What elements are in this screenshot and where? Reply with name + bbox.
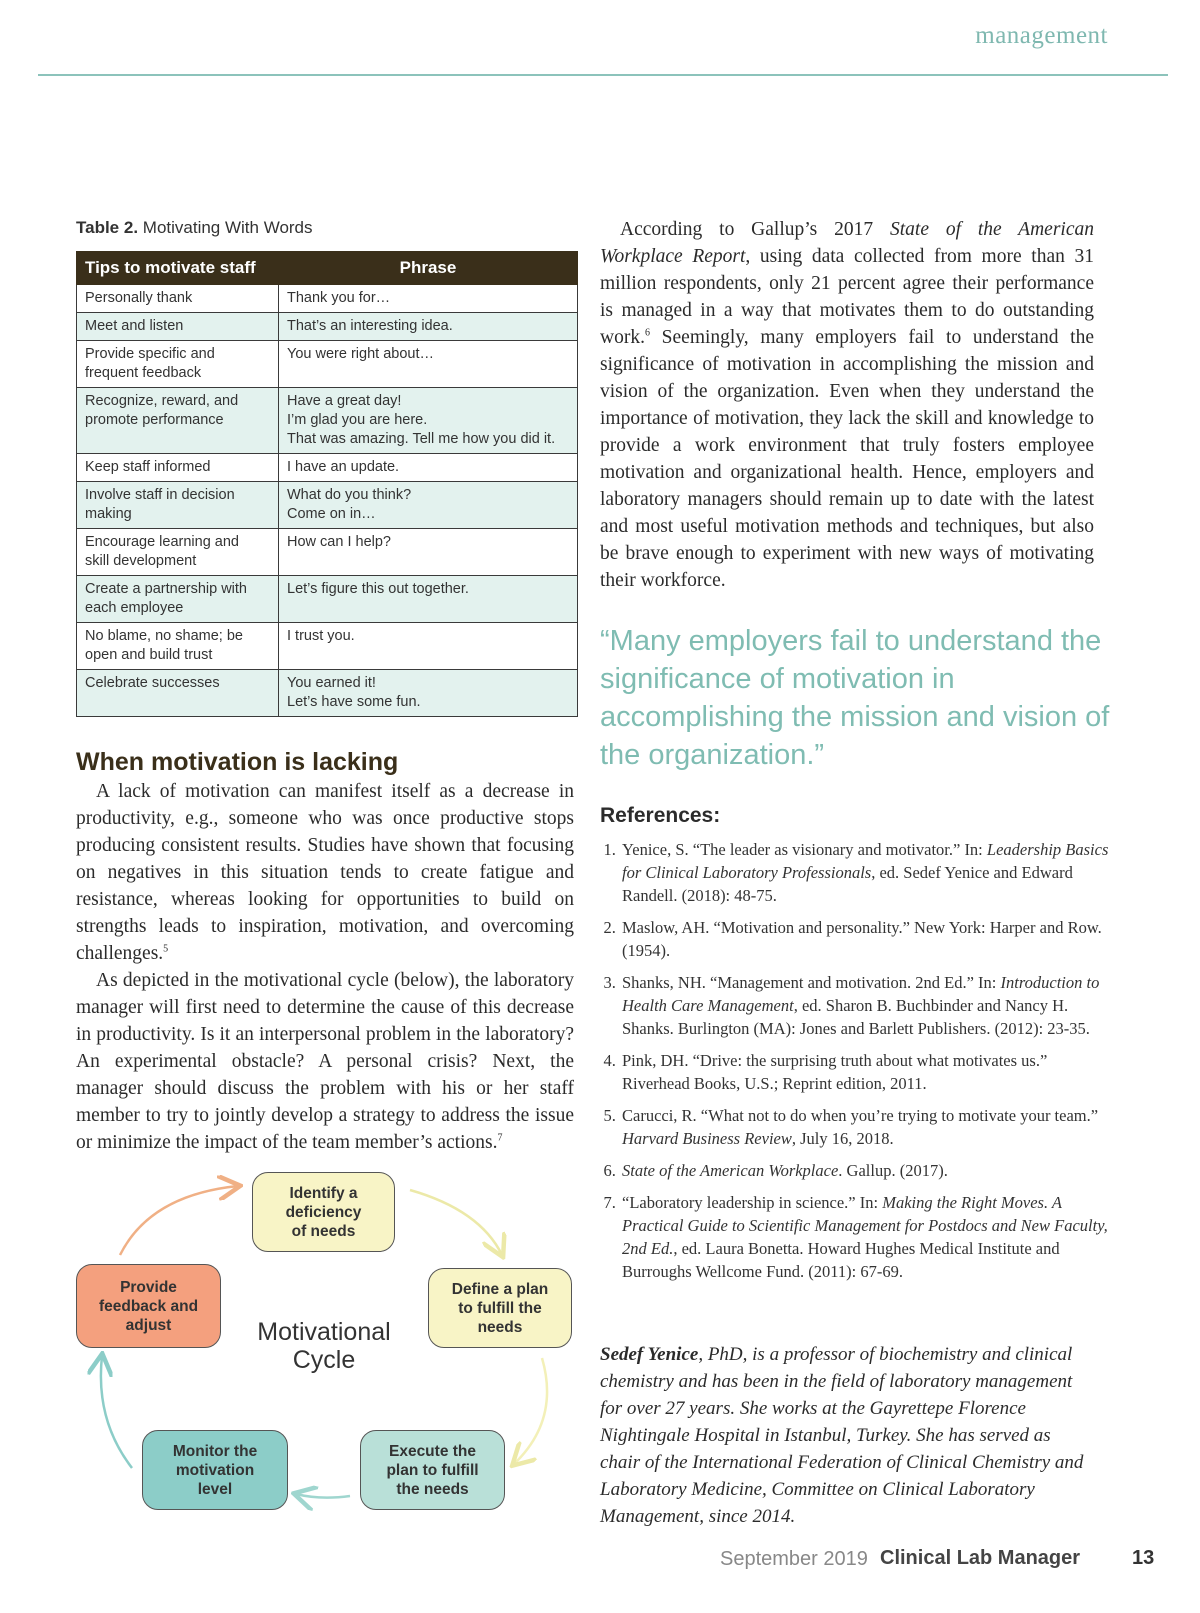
reference-item: 6. State of the American Workplace. Gallup. (2017). [620, 1159, 1115, 1182]
footer-page-number: 13 [1132, 1547, 1155, 1569]
cycle-step-monitor: Monitor the motivation level [142, 1430, 288, 1510]
footer-magazine: Clinical Lab Manager [880, 1547, 1081, 1569]
reference-item: 5. Carucci, R. “What not to do when you’re trying to motivate your team.” Harvard Business Review, July 16, 2018. [620, 1104, 1115, 1150]
pull-quote: “Many employers fail to understand the significance of motivation in accomplishing the mission and vision of the organization.” [600, 625, 1110, 771]
author-bio: Sedef Yenice, PhD, is a professor of biochemistry and clinical chemistry and has been in the field of laboratory management for over 27 years. She works at the Gayrettepe Florence Nightingale Hospital in Istanbul, Turkey. She has served as chair of the International Federation of Clinical Chemistry and Laboratory Medicine, Committee on Clinical Laboratory Management, since 2014. [600, 1344, 1084, 1527]
phrase-cell: You were right about… [279, 341, 578, 388]
tip-cell: Create a partnership with each employee [77, 576, 279, 623]
lacking-paragraph-1: A lack of motivation can manifest itself as a decrease in productivity, e.g., someone who was once productive stops producing consistent results. Studies have shown that focusing on negatives in this situation tends to create fatigue and resistance, whereas looking for opportunities to build on strengths leads to inspiration, motivation, and overcoming challenges.$^5$ [76, 781, 574, 964]
gallup-paragraph-block [600, 216, 1094, 594]
tip-cell: Keep staff informed [77, 454, 279, 482]
phrase-cell: That’s an interesting idea. [279, 313, 578, 341]
reference-item: 3. Shanks, NH. “Management and motivation. 2nd Ed.” In: Introduction to Health Care Management, ed. Sharon B. Buchbinder and Nancy H. Shanks. Burlington (MA): Jones and Barlett Publishers. (2012): 23-35. [620, 971, 1115, 1040]
tip-cell: Provide specific and frequent feedback [77, 341, 279, 388]
tip-cell: Personally thank [77, 285, 279, 313]
phrase-cell: Have a great day! I’m glad you are here. That was amazing. Tell me how you did it. [279, 388, 578, 454]
cycle-step-execute: Execute the plan to fulfill the needs [360, 1430, 505, 1510]
cycle-step-define: Define a plan to fulfill the needs [428, 1268, 572, 1348]
arrow-define-to-execute [514, 1358, 547, 1464]
arrow-feedback-to-identify [120, 1186, 238, 1255]
cycle-step-feedback: Provide feedback and adjust [76, 1264, 221, 1348]
arrow-execute-to-monitor [296, 1494, 350, 1498]
tip-cell: Recognize, reward, and promote performance [77, 388, 279, 454]
tip-cell: No blame, no shame; be open and build trust [77, 623, 279, 670]
cycle-step-identify: Identify a deficiency of needs [252, 1172, 395, 1252]
phrase-cell: What do you think? Come on in… [279, 482, 578, 529]
table-caption-label: Table 2. [76, 218, 139, 237]
references-title: References: [600, 804, 721, 827]
references-list [600, 838, 1115, 1292]
gallup-paragraph: According to Gallup’s 2017 State of the American Workplace Report, using data collected from more than 31 million respondents, only 21 percent agree their performance is managed in a way that motivates them to do outstanding work.$^6$ Seemingly, many employers fail to understand the significance of motivation in accomplishing the mission and vision of the organization. Even when they understand the importance of motivation, they lack the skill and knowledge to provide a work environment that truly fosters employee motivation and organizational health. Hence, employers and laboratory managers should remain up to date with the latest and most useful motivation methods and techniques, but also be brave enough to experiment with new ways of motivating their workforce. [600, 219, 1094, 591]
reference-item: 7. “Laboratory leadership in science.” In: Making the Right Moves. A Practical Guide to Scientific Management for Postdocs and New Faculty, 2nd Ed., ed. Laura Bonetta. Howard Hughes Medical Institute and Burroughs Wellcome Fund. (2011): 67-69. [620, 1191, 1115, 1283]
phrase-cell: I have an update. [279, 454, 578, 482]
tip-cell: Celebrate successes [77, 670, 279, 717]
reference-item: 1. Yenice, S. “The leader as visionary and motivator.” In: Leadership Basics for Clinical Laboratory Professionals, ed. Sedef Yenice and Edward Randell. (2018): 48-75. [620, 838, 1115, 907]
tip-cell: Meet and listen [77, 313, 279, 341]
tip-cell: Encourage learning and skill development [77, 529, 279, 576]
section-tag: management [975, 22, 1108, 49]
arrow-identify-to-define [410, 1190, 502, 1255]
reference-item: 2. Maslow, AH. “Motivation and personality.” New York: Harper and Row. (1954). [620, 916, 1115, 962]
phrase-cell: Let’s figure this out together. [279, 576, 578, 623]
tip-cell: Involve staff in decision making [77, 482, 279, 529]
table-caption-text: Motivating With Words [142, 218, 313, 237]
phrase-cell: I trust you. [279, 623, 578, 670]
col-header-phrase: Phrase [279, 252, 578, 285]
reference-item: 4. Pink, DH. “Drive: the surprising truth about what motivates us.” Riverhead Books, U.S.; Reprint edition, 2011. [620, 1049, 1115, 1095]
lacking-paragraph-2: As depicted in the motivational cycle (below), the laboratory manager will first need to determine the cause of this decrease in productivity. Is it an interpersonal problem in the laboratory? An experimental obstacle? A personal crisis? Next, the manager should discuss the problem with his or her staff member to try to jointly develop a strategy to address the issue or minimize the impact of the team member’s actions.$^7$ [76, 970, 574, 1153]
footer-date: September 2019 [720, 1548, 868, 1570]
col-header-tips: Tips to motivate staff [77, 252, 279, 285]
cycle-title: Motivational Cycle [257, 1318, 391, 1374]
phrase-cell: How can I help? [279, 529, 578, 576]
phrase-cell: Thank you for… [279, 285, 578, 313]
phrase-cell: You earned it! Let’s have some fun. [279, 670, 578, 717]
arrow-monitor-to-feedback [101, 1356, 132, 1468]
section-heading-lacking: When motivation is lacking [76, 748, 399, 776]
